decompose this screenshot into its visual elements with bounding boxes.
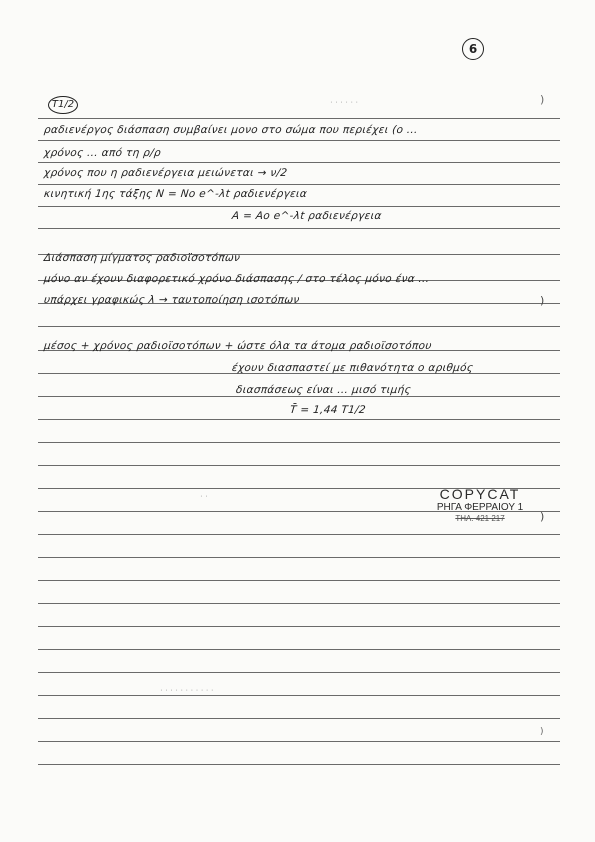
handwritten-line: χρόνος ... από τη ρ/ρ — [43, 147, 162, 159]
copy-shop-stamp — [424, 486, 536, 524]
handwritten-line: υπάρχει γραφικώς λ → ταυτοποίηση ισοτόπων — [43, 294, 301, 306]
ruled-line — [38, 184, 560, 185]
margin-mark: ) — [540, 510, 545, 523]
ruled-line — [38, 442, 560, 443]
ruled-line — [38, 228, 560, 229]
margin-mark: ) — [540, 294, 545, 307]
ruled-line — [38, 140, 560, 141]
ruled-line — [38, 649, 560, 650]
ruled-line — [38, 396, 560, 397]
handwritten-line: Διάσπαση μίγματος ραδιοϊσοτόπων — [43, 252, 241, 264]
ruled-line — [38, 718, 560, 719]
stamp-name: COPYCAT — [439, 486, 521, 502]
ruled-line — [38, 603, 560, 604]
handwritten-line: μόνο αν έχουν διαφορετικό χρόνο διάσπασης / στο τέλος μόνο ένα ... — [43, 273, 431, 285]
ruled-line — [38, 465, 560, 466]
handwritten-line: έχουν διασπαστεί με πιθανότητα ο αριθμός — [231, 362, 474, 374]
margin-mark: ) — [540, 727, 544, 737]
ruled-line — [38, 580, 560, 581]
ruled-line — [38, 764, 560, 765]
stamp-address: ΡΗΓΑ ΦΕΡΡΑΙΟΥ 1 — [436, 502, 524, 513]
ruled-line — [38, 206, 560, 207]
page-number: 6 — [462, 38, 484, 60]
scan-speck: ⋅ ⋅ — [200, 492, 208, 501]
ruled-line — [38, 695, 560, 696]
ruled-line — [38, 672, 560, 673]
section-heading-label: T1/2 — [48, 96, 78, 114]
scan-speck: ⋅ ⋅ ⋅ ⋅ ⋅ ⋅ ⋅ ⋅ ⋅ ⋅ ⋅ — [160, 686, 214, 695]
handwritten-line: A = Ao e^-λt ραδιενέργεια — [231, 210, 383, 222]
ruled-line — [38, 118, 560, 119]
scan-speck: ⋅ ⋅ ⋅ ⋅ ⋅ ⋅ — [330, 98, 358, 107]
handwritten-line: μέσος + χρόνος ραδιοϊσοτόπων + ώστε όλα τα άτομα ραδιοϊσοτόπου — [43, 340, 433, 352]
ruled-line — [38, 741, 560, 742]
ruled-line — [38, 162, 560, 163]
margin-mark: ) — [540, 93, 545, 106]
handwritten-line: κινητική 1ης τάξης N = No e^-λt ραδιενέργεια — [43, 188, 308, 200]
ruled-line — [38, 326, 560, 327]
ruled-line — [38, 534, 560, 535]
handwritten-line: T̄ = 1,44 T1/2 — [289, 404, 367, 416]
stamp-phone: ΤΗΛ. 421 217 — [455, 514, 505, 523]
ruled-line — [38, 626, 560, 627]
ruled-line — [38, 419, 560, 420]
handwritten-line: διασπάσεως είναι ... μισό τιμής — [235, 384, 412, 396]
handwritten-line: χρόνος που η ραδιενέργεια μειώνεται → ν/2 — [43, 167, 288, 179]
handwritten-line: ραδιενέργος διάσπαση συμβαίνει μονο στο σώμα που περιέχει (ο ... — [43, 124, 419, 136]
ruled-line — [38, 557, 560, 558]
